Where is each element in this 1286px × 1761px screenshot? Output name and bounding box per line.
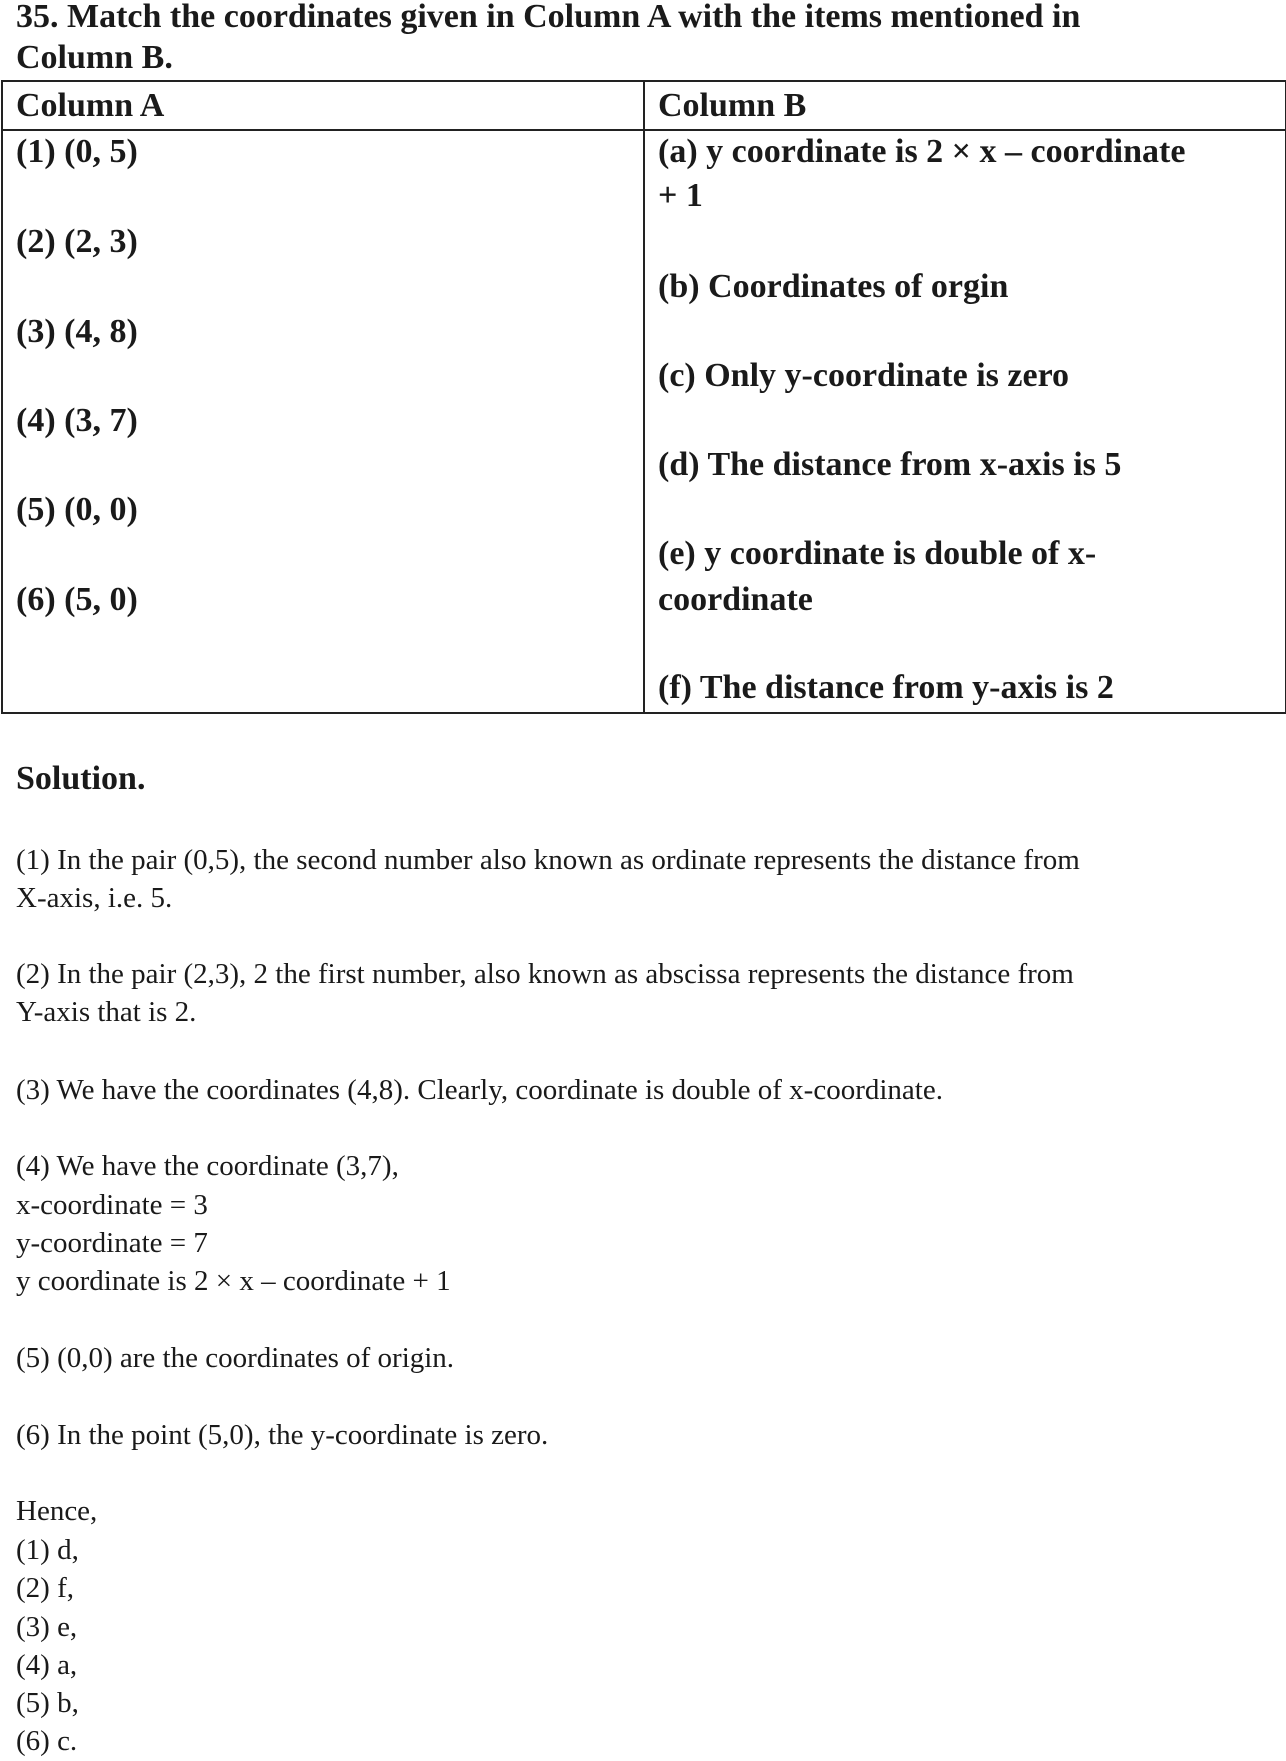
column-b-item-d: (d) The distance from x-axis is 5 <box>658 446 1122 483</box>
solution-heading: Solution. <box>16 760 146 797</box>
answer-item: (3) e, <box>16 1611 78 1643</box>
column-a-item: (1) (0, 5) <box>16 133 138 170</box>
header-column-a: Column A <box>16 87 165 124</box>
answer-item: (5) b, <box>16 1687 79 1719</box>
answer-item: (2) f, <box>16 1572 74 1604</box>
column-b-item-c: (c) Only y-coordinate is zero <box>658 357 1070 394</box>
column-b-item-a: (a) y coordinate is 2 × x – coordinate <box>658 133 1186 170</box>
solution-line: y-coordinate = 7 <box>16 1227 208 1259</box>
solution-line: X-axis, i.e. 5. <box>16 882 173 914</box>
hence-label: Hence, <box>16 1495 98 1527</box>
solution-line: (2) In the pair (2,3), 2 the first number, also known as abscissa represents the distance from <box>16 958 1074 990</box>
question-title: 35. Match the coordinates given in Column A with the items mentioned in <box>16 0 1081 35</box>
answer-item: (6) c. <box>16 1725 78 1757</box>
match-table <box>1 80 1286 714</box>
solution-line: (1) In the pair (0,5), the second number also known as ordinate represents the distance from <box>16 844 1080 876</box>
solution-line: (6) In the point (5,0), the y-coordinate is zero. <box>16 1419 549 1451</box>
column-a-item: (6) (5, 0) <box>16 581 138 618</box>
column-b-item-f: (f) The distance from y-axis is 2 <box>658 669 1114 706</box>
column-b-item-a-cont: + 1 <box>658 177 703 214</box>
column-divider <box>643 82 645 712</box>
answer-item: (1) d, <box>16 1534 79 1566</box>
solution-line: (5) (0,0) are the coordinates of origin. <box>16 1342 455 1374</box>
question-title-cont: Column B. <box>16 39 173 76</box>
solution-line: x-coordinate = 3 <box>16 1189 208 1221</box>
solution-line: y coordinate is 2 × x – coordinate + 1 <box>16 1265 451 1297</box>
column-b-item-e: (e) y coordinate is double of x- <box>658 535 1097 572</box>
solution-line: Y-axis that is 2. <box>16 996 197 1028</box>
solution-line: (3) We have the coordinates (4,8). Clearly, coordinate is double of x-coordinate. <box>16 1074 943 1106</box>
column-b-item-e-cont: coordinate <box>658 581 813 618</box>
column-a-item: (5) (0, 0) <box>16 491 138 528</box>
header-column-b: Column B <box>658 87 807 124</box>
column-a-item: (2) (2, 3) <box>16 223 138 260</box>
column-a-item: (3) (4, 8) <box>16 313 138 350</box>
answer-item: (4) a, <box>16 1649 78 1681</box>
column-b-item-b: (b) Coordinates of orgin <box>658 268 1009 305</box>
solution-line: (4) We have the coordinate (3,7), <box>16 1150 399 1182</box>
column-a-item: (4) (3, 7) <box>16 402 138 439</box>
